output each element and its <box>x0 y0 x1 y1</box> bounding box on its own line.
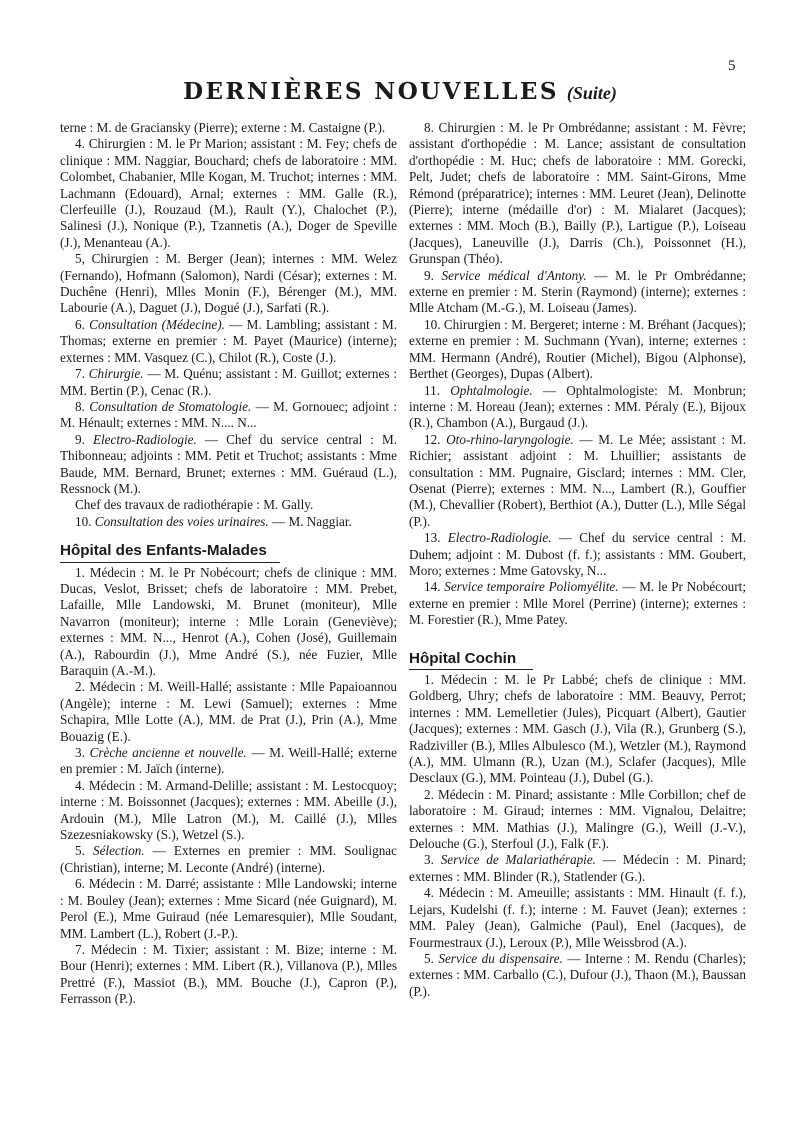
page-header <box>0 78 800 105</box>
para-number: 9. <box>424 267 442 283</box>
para-number: 9. <box>75 431 93 447</box>
paragraph: 8. Chirurgien : M. le Pr Ombrédanne; assistant : M. Fèvre; assistant d'orthopédie : M. Lance; assistant de consultation d'orthopédie : M. Huc; chefs de laboratoire : MM. Gorecki, Pelt, Judet; chefs de laboratoire : MM. Saint-Girons, Mme Rémond (préparatrice); internes : MM. Leuret (Jean), Delinotte (Pierre); interne (médaille d'or) : M. Mialaret (Jacques); externes : MM. Moch (B.), Bailly (P.), Lartigue (P.), Loiseau (Jacques), Laneuville (J.), Darris (Ch.), Poissonnet (H.), Grunspan (Théo). <box>409 120 746 267</box>
paragraph: 2. Médecin : M. Weill-Hallé; assistante : Mlle Papaioannou (Angèle); interne : M. Lewi (Samuel); externes : Mme Schapira, Mlle Lotte (A.), MM. de Prat (J.), Prin (A.), Mme Bouazig (E.). <box>60 679 397 744</box>
para-number: 7. <box>75 366 89 382</box>
service-name: Service médical d'Antony. <box>441 267 587 283</box>
paragraph: terne : M. de Graciansky (Pierre); externe : M. Castaigne (P.). <box>60 120 386 135</box>
para-number: 14. <box>424 579 445 595</box>
para-number: 13. <box>424 530 448 546</box>
para-text: — Médecin : M. Pinard; externes : MM. Blinder (R.), Statlender (G.). <box>409 852 747 884</box>
header-subtitle: (Suite) <box>566 83 617 103</box>
service-name: Oto-rhino-laryngologie. <box>446 431 574 447</box>
paragraph <box>409 268 746 317</box>
section-title-enfants-malades: Hôpital des Enfants-Malades <box>60 543 280 562</box>
paragraph: 5, Chirurgien : M. Berger (Jean); internes : MM. Welez (Fernando), Hofmann (Salomon), Nardi (César); externes : M. Duchêne (Henri), Mlles Monin (F.), Bérenger (M.), MM. Labourie (A.), Daguet (J.), Dogué (J.), Sarfati (R.). <box>60 251 397 316</box>
para-number: 3. <box>424 852 441 868</box>
service-name: Sélection. <box>92 843 145 859</box>
para-text: — Interne : M. Rendu (Charles); externes : MM. Carballo (C.), Dufour (J.), Thaon (M.), Baussan (P.). <box>409 950 747 999</box>
para-number: 11. <box>424 382 451 398</box>
paragraph <box>60 745 397 778</box>
para-number: 8. <box>75 398 90 414</box>
para-text: — Chef du service central : M. Thibonneau; adjoints : MM. Petit et Truchot; assistants : Mme Baude, MM. Bernard, Brunet; externes : MM. Guéraud (L.), Ressnock (M.). <box>60 431 397 496</box>
para-number: 5. <box>424 950 439 966</box>
para-text: — M. Quénu; assistant : M. Guillot; externes : MM. Bertin (P.), Cenac (R.). <box>60 366 397 398</box>
header-title: DERNIÈRES NOUVELLES <box>183 78 559 105</box>
paragraph <box>409 852 746 885</box>
right-column <box>409 120 746 1000</box>
paragraph: 1. Médecin : M. le Pr Labbé; chefs de clinique : MM. Goldberg, Uhry; chefs de laboratoire : MM. Beauvy, Perrot; internes : MM. Lemelletier (Jules), Picquart (Albert), Gautier (Jacques); externes : MM. Gasch (J.), Vila (R.), Grunberg (S.), Radziviller (B.), Mlles Albulesco (M.), Wetzler (M.), Raymond (A.), MM. Ulmann (R.), Uzan (M.), Sclafer (Jacques), Mlle Desclaux (G.), MM. Pointeau (J.), Dubel (G.). <box>409 672 746 786</box>
para-text: — M. Le Mée; assistant : M. Richier; assistant adjoint : M. Lhuillier; assistants de consultation : MM. Pugnaire, Gisclard; internes : MM. Cler, Osenat (Pierre); externes : MM. N..., Lambert (R.), Gouffier (M.), Chevallier (Robert), Berthiot (A.), Dutter (L.), Mlle Ségal (P.). <box>409 431 747 529</box>
left-column <box>60 120 397 1008</box>
para-number: 6. <box>75 316 90 332</box>
para-number: 10. <box>75 513 95 529</box>
paragraph: 10. Chirurgien : M. Bergeret; interne : M. Bréhant (Jacques); externe en premier : M. Suchmann (Yvan), interne; externes : MM. Hermann (André), Routier (Michel), Bigou (Alphonse), Berthet (Georges), Dupas (Albert). <box>409 316 746 382</box>
service-name: Consultation des voies urinaires. <box>94 513 269 529</box>
paragraph: Chef des travaux de radiothérapie : M. Gally. <box>75 497 314 513</box>
para-number: 5. <box>75 843 93 859</box>
service-name: Consultation (Médecine). <box>89 316 225 332</box>
para-text: — M. le Pr Nobécourt; externe en premier : Mlle Morel (Perrine) (interne); externes : M. Forestier (R.), Mme Patey. <box>409 579 746 628</box>
service-name: Service temporaire Poliomyélite. <box>444 579 619 595</box>
paragraph <box>60 843 397 876</box>
paragraph <box>409 951 746 1000</box>
paragraph <box>409 432 746 530</box>
paragraph <box>60 366 397 399</box>
service-name: Service du dispensaire. <box>438 950 563 966</box>
service-name: Crèche ancienne et nouvelle. <box>89 745 247 761</box>
service-name: Service de Malariathérapie. <box>440 852 596 868</box>
paragraph <box>60 317 397 366</box>
paragraph <box>60 432 397 498</box>
paragraph: 4. Chirurgien : M. le Pr Marion; assistant : M. Fey; chefs de clinique : MM. Naggiar, Bouchard; chefs de laboratoire : MM. Colombet, Chabanier, Mlle Kogan, M. Truchot; internes : MM. Lachmann (Edouard), Arnal; externes : MM. Galle (R.), Clerfeuille (J.), Rouzaud (M.), Rault (Y.), Chalochet (P.), Salinesi (J.), Nonique (P.), Tzannetis (A.), Doger de Speville (J.), Menanteau (A.). <box>60 136 397 250</box>
paragraph: 4. Médecin : M. Armand-Delille; assistant : M. Lestocquoy; interne : M. Boissonnet (Jacques); externes : MM. Abeille (J.), Ardouin (M.), Mlle Latron (M.), M. Caillé (J.), Mlles Szezesniakowsky (S.), Wetzel (S.). <box>60 777 397 843</box>
para-text: — Externes en premier : MM. Soulignac (Christian), interne; M. Leconte (André) (interne). <box>60 843 398 875</box>
para-text: — M. le Pr Ombrédanne; externe en premier : M. Sterin (Raymond) (interne); externes : Mlle Atcham (M.-G.), M. Loiseau (James). <box>409 267 746 316</box>
para-text: — Ophtalmologiste: M. Monbrun; interne : M. Horeau (Jean); externes : MM. Péraly (E.), Bijoux (R.), Chambon (A.), Burgaud (J.). <box>409 382 746 431</box>
paragraph: 6. Médecin : M. Darré; assistante : Mlle Landowski; interne : M. Bouley (Jean); externes : Mme Sicard (née Guignard), M. Perol (E.), Mme Guiraud (née Lemaresquier), Mlle Soudant, MM. Lambert (L.), Robert (J.-P.). <box>60 876 397 941</box>
paragraph: 2. Médecin : M. Pinard; assistante : Mlle Corbillon; chef de laboratoire : M. Giraud; internes : MM. Vignalou, Delaitre; externes : MM. Mathias (J.), Malingre (G.), Weill (J.-V.), Delouche (G.), Sterfoul (J.), Falk (F.). <box>409 786 746 852</box>
para-number: 3. <box>75 745 90 761</box>
section-title-cochin: Hôpital Cochin <box>409 651 533 670</box>
para-text: — M. Naggiar. <box>268 513 352 529</box>
paragraph: 1. Médecin : M. le Pr Nobécourt; chefs de clinique : MM. Ducas, Veslot, Brisset; chefs de laboratoire : MM. Prebet, Lafaille, Mlle Landowski, M. Brunet (moniteur), Mlle Navarron (moniteur); interne : Mlle Lorain (Geneviève); externes : MM. N..., Henrot (A.), Cohen (José), Guillemain (A.), Rabourdin (J.), Mme André (S.), née Fuzier, Mlle Baraquin (A.-M.). <box>60 564 397 678</box>
paragraph: 4. Médecin : M. Ameuille; assistants : MM. Hinault (f. f.), Lejars, Kudelshi (f. f.); interne : M. Fauvet (Jean); externes : MM. Paley (Jean), Galmiche (Paul), Enel (Jacques), de Fourmestraux (J.), Leroux (P.), Mlle Weissbrod (A.). <box>409 885 746 950</box>
para-text: — M. Weill-Hallé; externe en premier : M. Jaïch (interne). <box>60 745 397 777</box>
paragraph <box>409 383 746 432</box>
service-name: Chirurgie. <box>88 366 144 382</box>
service-name: Ophtalmologie. <box>450 382 533 398</box>
paragraph <box>409 530 746 579</box>
page-number: 5 <box>728 58 736 74</box>
para-text: — M. Lambling; assistant : M. Thomas; externe en premier : M. Payet (Maurice) (interne); externes : MM. Vasquez (C.), Chilot (R.), Coste (J.). <box>60 316 398 365</box>
paragraph <box>409 579 746 628</box>
para-text: — Chef du service central : M. Duhem; adjoint : M. Dubost (f. f.); assistants : MM. Goubert, Moro; externes : Mme Gatovsky, N... <box>409 530 746 578</box>
service-name: Consultation de Stomatologie. <box>89 398 252 414</box>
paragraph: 7. Médecin : M. Tixier; assistant : M. Bize; interne : M. Bour (Henri); externes : MM. Libert (R.), Villanova (P.), Mlles Prettré (F.), Massiot (B.), MM. Bouche (J.), Capron (P.), Ferrasson (P.). <box>60 941 397 1007</box>
service-name: Electro-Radiologie. <box>447 530 552 546</box>
para-number: 12. <box>424 431 447 447</box>
paragraph <box>60 514 397 530</box>
paragraph <box>60 399 397 432</box>
para-text: — M. Gornouec; adjoint : M. Hénault; externes : MM. N.... N... <box>60 398 397 431</box>
service-name: Electro-Radiologie. <box>92 431 197 447</box>
